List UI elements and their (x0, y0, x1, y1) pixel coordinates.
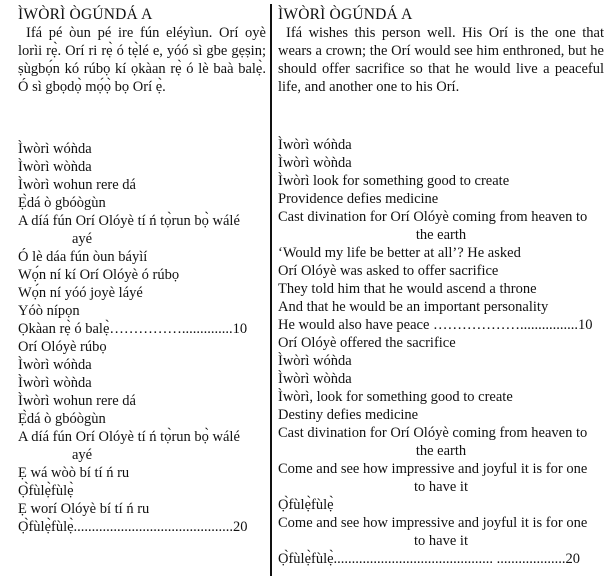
verse-line: Ọ̀fùlẹ̀fùlẹ̀ (18, 483, 74, 499)
verse-line: Ìwòrì wóǹda (278, 137, 352, 153)
verse-line-continuation: the earth (415, 443, 467, 459)
verse-line: Ìwòrì, look for something good to create (278, 389, 513, 405)
verse-line: Ìwòrì wóǹda (18, 357, 92, 373)
verse-line-continuation: ayé (72, 447, 93, 463)
verse-line: Orí Olóyè offered the sacrifice (278, 335, 456, 351)
verse-line: Ó lè dáa fún òun báyìí (18, 249, 148, 265)
verse-line: Wọ́n ní kí Orí Olóyè ó rúbọ (18, 267, 180, 283)
verse-line: They told him that he would ascend a throne (278, 281, 537, 297)
verse-line: Ọ̀fùlẹ̀fùlẹ̀............................................ ...................20 (278, 551, 581, 567)
verse-line: Ẹ̀dá ò gbóògùn (18, 195, 106, 211)
verse-line-continuation: ayé (72, 231, 93, 247)
verse-line: Cast divination for Orí Olóyè coming from heaven to (278, 209, 588, 225)
verse-line: Ìwòrì wóǹda (18, 141, 92, 157)
verse-line: Ẹ̀dá ò gbóògùn (18, 411, 106, 427)
verse-line: Destiny defies medicine (278, 407, 419, 423)
verse-line: Ìwòrì wòǹda (278, 155, 352, 171)
english-heading: ÌWÒRÌ ÒGÚNDÁ A (278, 6, 413, 23)
verse-line: Ẹ wá wòò bí tí ń ru (18, 465, 130, 481)
yoruba-verses (18, 140, 266, 536)
verse-line: Cast divination for Orí Olóyè coming from heaven to (278, 425, 588, 441)
verse-line: He would also have peace ………………................10 (278, 317, 593, 333)
verse-line: Orí Olóyè rúbọ (18, 339, 107, 355)
verse-line: Ọkàan rẹ̀ ó balẹ̀……………..............10 (18, 321, 248, 337)
verse-line: Ẹ worí Olóyè bí tí ń ru (18, 501, 150, 517)
verse-line: Ọ̀fùlẹ̀fùlẹ̀............................................20 (18, 519, 248, 535)
verse-line: Ìwòrì look for something good to create (278, 173, 510, 189)
verse-line-continuation: the earth (415, 227, 467, 243)
english-column (278, 6, 604, 568)
verse-line: Ìwòrì wohun rere dá (18, 177, 136, 193)
verse-line: And that he would be an important personality (278, 299, 549, 315)
verse-line: Ìwòrì wohun rere dá (18, 393, 136, 409)
yoruba-intro: Ifá pé òun pé ire fún eléyìun. Orí oyè lorìi rẹ̀. Orí ri rẹ̀ ó tẹ̀lé e, yóó sì gbe gẹṣin; ṣùgbọ́n kó rúbọ kí ọkàan rẹ̀ ó lè baà balẹ̀. Ó sì gbọdọ̀ mọ́ọ̀ bọ Orí ẹ̀. (18, 25, 266, 95)
verse-line: Come and see how impressive and joyful it is for one (278, 461, 588, 477)
verse-line: Wọ́n ní yóó joyè láyé (18, 285, 143, 301)
verse-line: Ìwòrì wòǹda (278, 371, 352, 387)
english-verses (278, 136, 604, 568)
verse-line-continuation: to have it (414, 533, 468, 549)
verse-line: Orí Olóyè was asked to offer sacrifice (278, 263, 499, 279)
verse-line: Ìwòrì wóǹda (278, 353, 352, 369)
verse-line: Yóò nípọn (18, 303, 80, 319)
yoruba-column (18, 6, 266, 536)
verse-line: Ìwòrì wòǹda (18, 159, 92, 175)
verse-line-continuation: to have it (414, 479, 468, 495)
verse-line: ‘Would my life be better at all’? He asked (278, 245, 521, 261)
verse-line: Providence defies medicine (278, 191, 439, 207)
verse-line: Ìwòrì wòǹda (18, 375, 92, 391)
yoruba-heading: ÌWÒRÌ ÒGÚNDÁ A (18, 6, 153, 23)
verse-line: A díá fún Orí Olóyè tí ń tọ̀run bọ̀ wálé (18, 429, 240, 445)
column-divider (270, 4, 272, 576)
english-intro: Ifá wishes this person well. His Orí is the one that wears a crown; the Orí would see him enthroned, but he should offer sacrifice so that he would live a peaceful life, and another one to his Orí. (278, 25, 604, 95)
verse-line: Ọ̀fùlẹ̀fùlẹ̀ (278, 497, 334, 513)
verse-line: A díá fún Orí Olóyè tí ń tọ̀run bọ̀ wálé (18, 213, 240, 229)
verse-line: Come and see how impressive and joyful it is for one (278, 515, 588, 531)
